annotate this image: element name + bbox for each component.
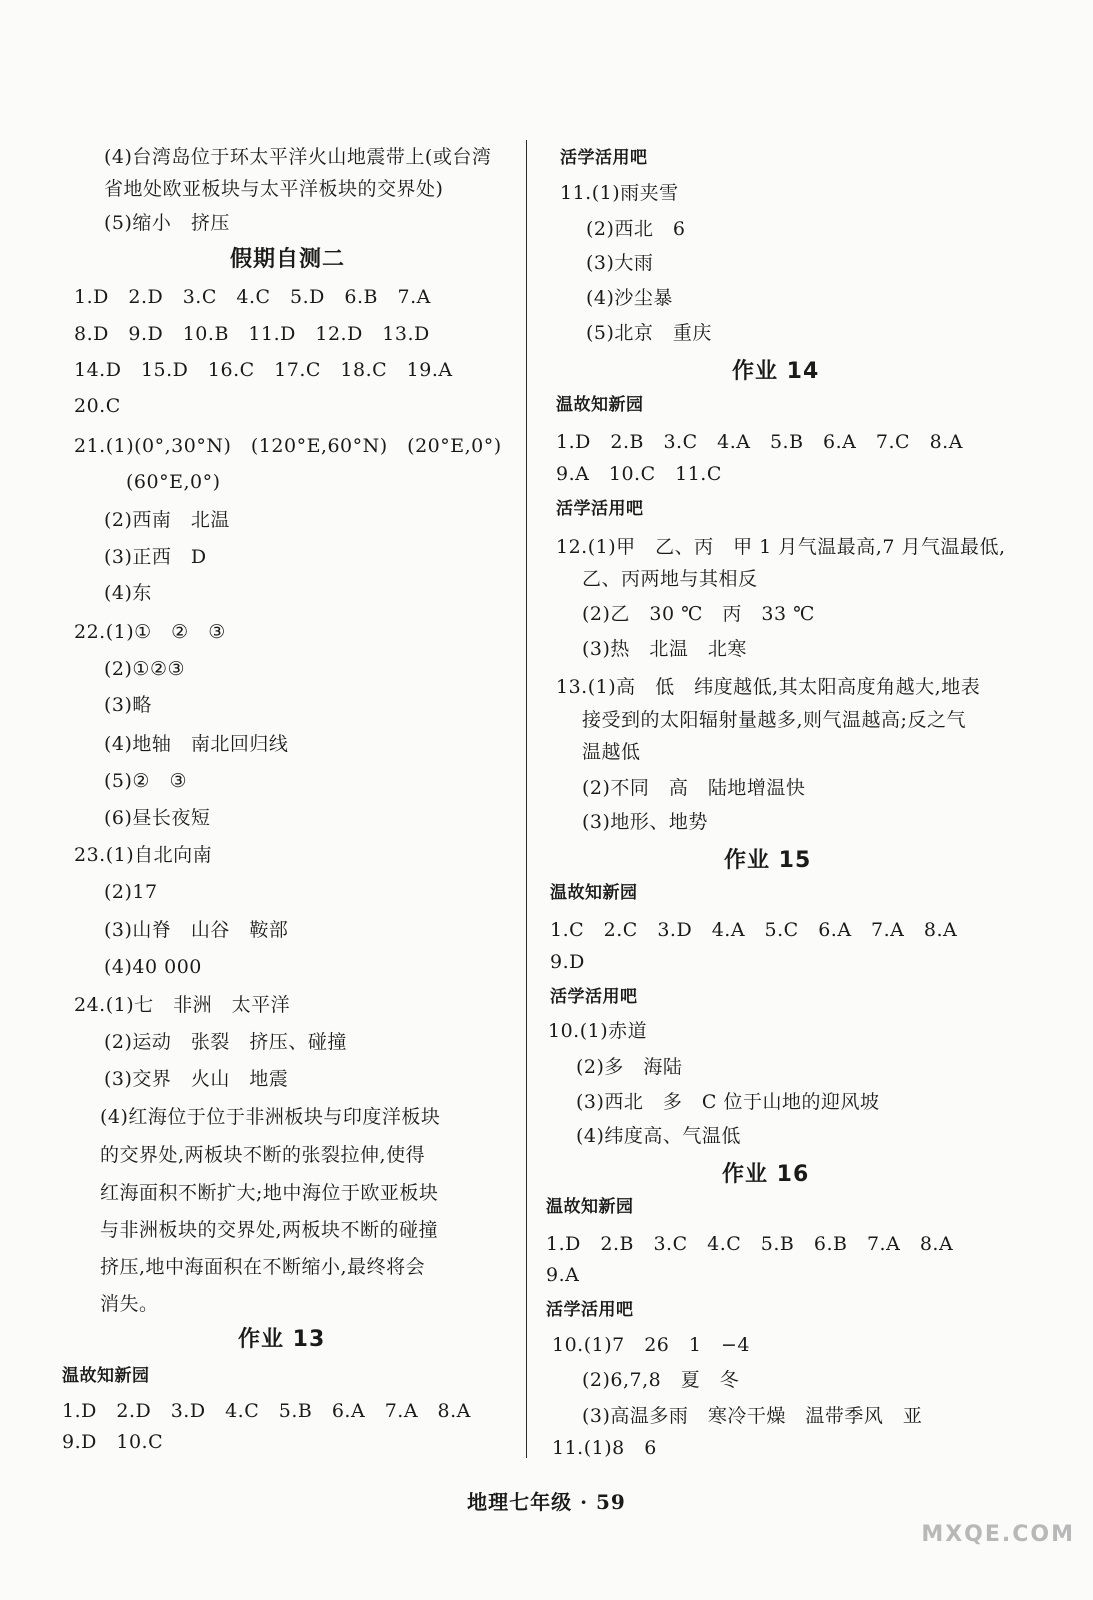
answer-line: 9.D 10.C	[62, 1431, 164, 1453]
answer-line: (3)略	[104, 694, 152, 716]
answer-line: (3)山脊 山谷 鞍部	[104, 919, 289, 941]
answer-line: 24.(1)七 非洲 太平洋	[74, 994, 291, 1016]
answer-line: (5)② ③	[104, 770, 187, 792]
answer-line: (2)乙 30 ℃ 丙 33 ℃	[582, 603, 815, 625]
answer-line: 23.(1)自北向南	[74, 844, 213, 866]
answer-line: 14.D 15.D 16.C 17.C 18.C 19.A	[74, 359, 453, 381]
answer-line: (2)不同 高 陆地增温快	[582, 777, 806, 799]
answer-line: 21.(1)(0°,30°N) (120°E,60°N) (20°E,0°)	[74, 435, 502, 457]
answer-line: 9.A 10.C 11.C	[556, 463, 722, 485]
section-heading: 作业 13	[238, 1327, 326, 1352]
answer-line: 22.(1)① ② ③	[74, 621, 226, 643]
answer-line: 1.D 2.D 3.D 4.C 5.B 6.A 7.A 8.A	[62, 1400, 471, 1422]
answer-line: 红海面积不断扩大;地中海位于欧亚板块	[100, 1182, 439, 1204]
answer-line: (4)台湾岛位于环太平洋火山地震带上(或台湾	[104, 146, 492, 168]
answer-line: 8.D 9.D 10.B 11.D 12.D 13.D	[74, 323, 430, 345]
answer-line: 的交界处,两板块不断的张裂拉伸,使得	[100, 1144, 426, 1166]
subsection-label: 温故知新园	[556, 395, 644, 415]
answer-line: (2)17	[104, 881, 158, 903]
answer-line: (5)缩小 挤压	[104, 212, 230, 234]
answer-line: (6)昼长夜短	[104, 807, 211, 829]
page-footer: 地理七年级 · 59	[467, 1490, 626, 1514]
answer-line: (2)①②③	[104, 658, 186, 680]
answer-line: (3)大雨	[586, 252, 654, 274]
answer-line: 省地处欧亚板块与太平洋板块的交界处)	[104, 178, 444, 200]
column-divider	[526, 140, 527, 1458]
answer-line: 11.(1)雨夹雪	[560, 182, 679, 204]
section-heading: 作业 16	[722, 1162, 810, 1187]
answer-line: 接受到的太阳辐射量越多,则气温越高;反之气	[582, 709, 966, 731]
answer-line: 与非洲板块的交界处,两板块不断的碰撞	[100, 1219, 439, 1241]
answer-line: (4)红海位于位于非洲板块与印度洋板块	[100, 1106, 441, 1128]
answer-line: 乙、丙两地与其相反	[582, 568, 758, 590]
answer-line: (2)多 海陆	[576, 1056, 683, 1078]
section-heading: 作业 15	[724, 848, 812, 873]
answer-line: (2)运动 张裂 挤压、碰撞	[104, 1031, 347, 1053]
answer-line: (4)纬度高、气温低	[576, 1125, 741, 1147]
answer-line: (5)北京 重庆	[586, 322, 712, 344]
subsection-label: 活学活用吧	[560, 148, 648, 168]
answer-line: 挤压,地中海面积在不断缩小,最终将会	[100, 1256, 426, 1278]
answer-line: 1.C 2.C 3.D 4.A 5.C 6.A 7.A 8.A	[550, 919, 958, 941]
answer-line: (3)正西 D	[104, 546, 207, 568]
answer-line: 10.(1)7 26 1 −4	[552, 1334, 750, 1356]
subsection-label: 活学活用吧	[546, 1300, 634, 1320]
answer-line: (60°E,0°)	[126, 471, 221, 493]
subsection-label: 温故知新园	[546, 1197, 634, 1217]
watermark-logo: MXQE.COM	[921, 1522, 1075, 1547]
answer-line: (3)交界 火山 地震	[104, 1068, 289, 1090]
answer-line: (3)高温多雨 寒冷干燥 温带季风 亚	[582, 1405, 923, 1427]
subsection-label: 温故知新园	[62, 1366, 150, 1386]
answer-line: (4)沙尘暴	[586, 287, 673, 309]
answer-line: 20.C	[74, 395, 121, 417]
answer-line: (4)40 000	[104, 956, 202, 978]
answer-line: 13.(1)高 低 纬度越低,其太阳高度角越大,地表	[556, 676, 981, 698]
answer-line: (2)西南 北温	[104, 509, 230, 531]
answer-line: (2)西北 6	[586, 218, 686, 240]
answer-line: (3)地形、地势	[582, 811, 708, 833]
answer-line: 11.(1)8 6	[552, 1437, 657, 1459]
section-heading: 假期自测二	[230, 247, 346, 272]
answer-line: (3)热 北温 北寒	[582, 638, 747, 660]
subsection-label: 温故知新园	[550, 883, 638, 903]
answer-line: 12.(1)甲 乙、丙 甲 1 月气温最高,7 月气温最低,	[556, 536, 1006, 558]
answer-line: 9.D	[550, 951, 585, 973]
answer-line: 1.D 2.D 3.C 4.C 5.D 6.B 7.A	[74, 286, 431, 308]
subsection-label: 活学活用吧	[550, 987, 638, 1007]
subsection-label: 活学活用吧	[556, 499, 644, 519]
answer-line: 10.(1)赤道	[548, 1020, 648, 1042]
answer-line: (3)西北 多 C 位于山地的迎风坡	[576, 1091, 880, 1113]
section-heading: 作业 14	[732, 359, 820, 384]
answer-line: 1.D 2.B 3.C 4.A 5.B 6.A 7.C 8.A	[556, 431, 963, 453]
answer-line: 消失。	[100, 1293, 159, 1315]
answer-line: 1.D 2.B 3.C 4.C 5.B 6.B 7.A 8.A	[546, 1233, 954, 1255]
answer-line: 9.A	[546, 1264, 580, 1286]
answer-line: (2)6,7,8 夏 冬	[582, 1369, 740, 1391]
answer-line: 温越低	[582, 741, 641, 763]
answer-line: (4)东	[104, 582, 152, 604]
answer-line: (4)地轴 南北回归线	[104, 733, 289, 755]
